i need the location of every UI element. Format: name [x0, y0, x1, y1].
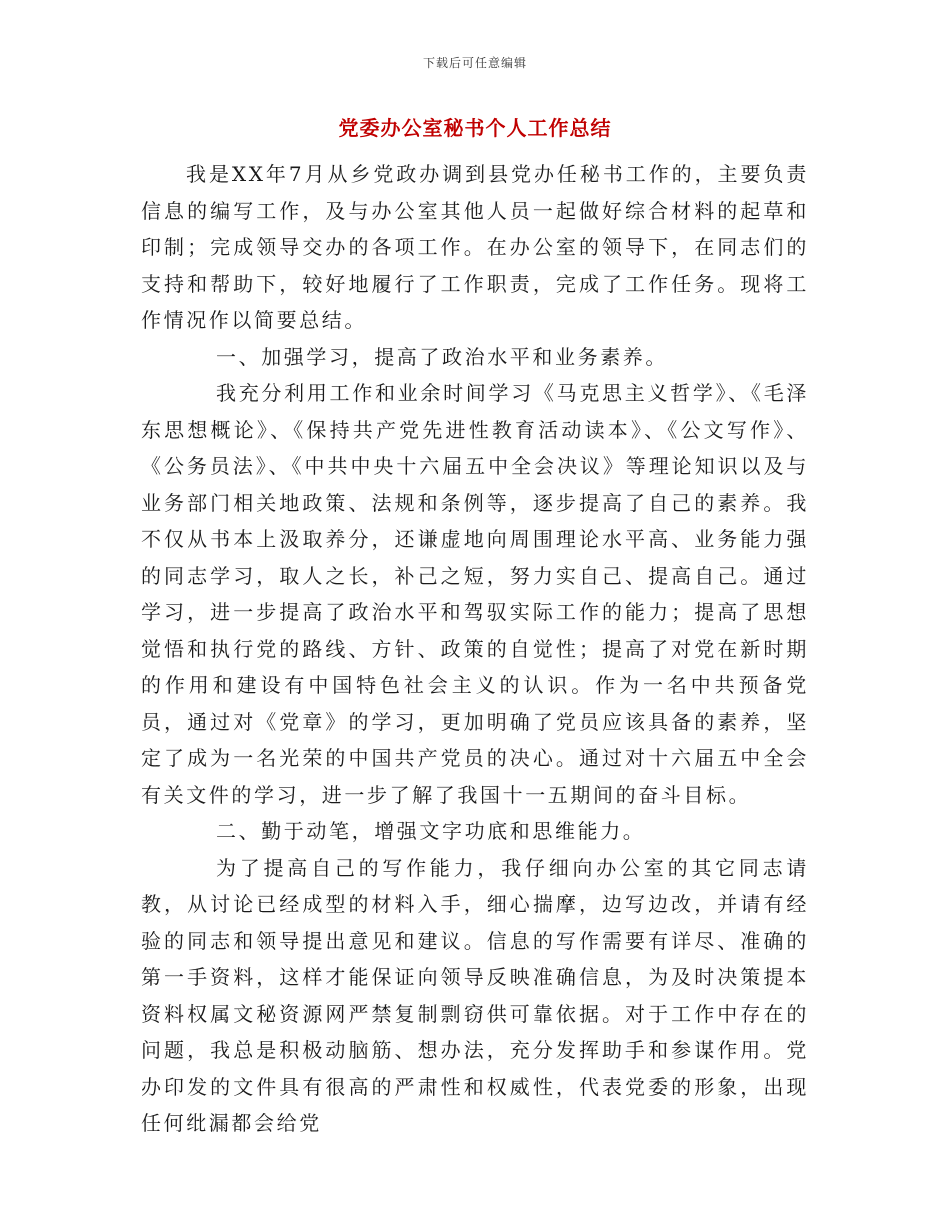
paragraph-section-1: 我充分利用工作和业余时间学习《马克思主义哲学》、《毛泽东思想概论》、《保持共产党先进性教育活动读本》、《公文写作》、《公务员法》、《中共中央十六届五中全会决议》等理论知识以及与业务部门相关地政策、法规和条例等，逐步提高了自己的素养。我不仅从书本上汲取养分，还谦虚地向周围理论水平高、业务能力强的同志学习，取人之长，补己之短，努力实自己、提高自己。通过学习，进一步提高了政治水平和驾驭实际工作的能力；提高了思想觉悟和执行党的路线、方针、政策的自觉性；提高了对党在新时期的作用和建设有中国特色社会主义的认识。作为一名中共预备党员，通过对《党章》的学习，更加明确了党员应该具备的素养，坚定了成为一名光荣的中国共产党员的决心。通过对十六届五中全会有关文件的学习，进一步了解了我国十一五期间的奋斗目标。	[141, 381, 809, 807]
paragraph-section-2: 为了提高自己的写作能力，我仔细向办公室的其它同志请教，从讨论已经成型的材料入手，细心揣摩，边写边改，并请有经验的同志和领导提出意见和建议。信息的写作需要有详尽、准确的第一手资料，这样才能保证向领导反映准确信息，为及时决策提本资料权属文秘资源网严禁复制剽窃供可靠依据。对于工作中存在的问题，我总是积极动脑筋、想办法，充分发挥助手和参谋作用。党办印发的文件具有很高的严肃性和权威性，代表党委的形象，出现任何纰漏都会给党	[141, 855, 809, 1135]
header-note: 下载后可任意编辑	[422, 56, 527, 70]
document-body	[141, 156, 809, 1142]
paragraph-intro: 我是XX年7月从乡党政办调到县党办任秘书工作的，主要负责信息的编写工作，及与办公室其他人员一起做好综合材料的起草和印制；完成领导交办的各项工作。在办公室的领导下，在同志们的支持和帮助下，较好地履行了工作职责，完成了工作任务。现将工作情况作以简要总结。	[141, 162, 809, 332]
section-heading-2: 二、勤于动笔，增强文字功底和思维能力。	[216, 819, 646, 843]
section-heading-1: 一、加强学习，提高了政治水平和业务素养。	[216, 344, 668, 369]
document-title: 党委办公室秘书个人工作总结	[338, 116, 612, 140]
